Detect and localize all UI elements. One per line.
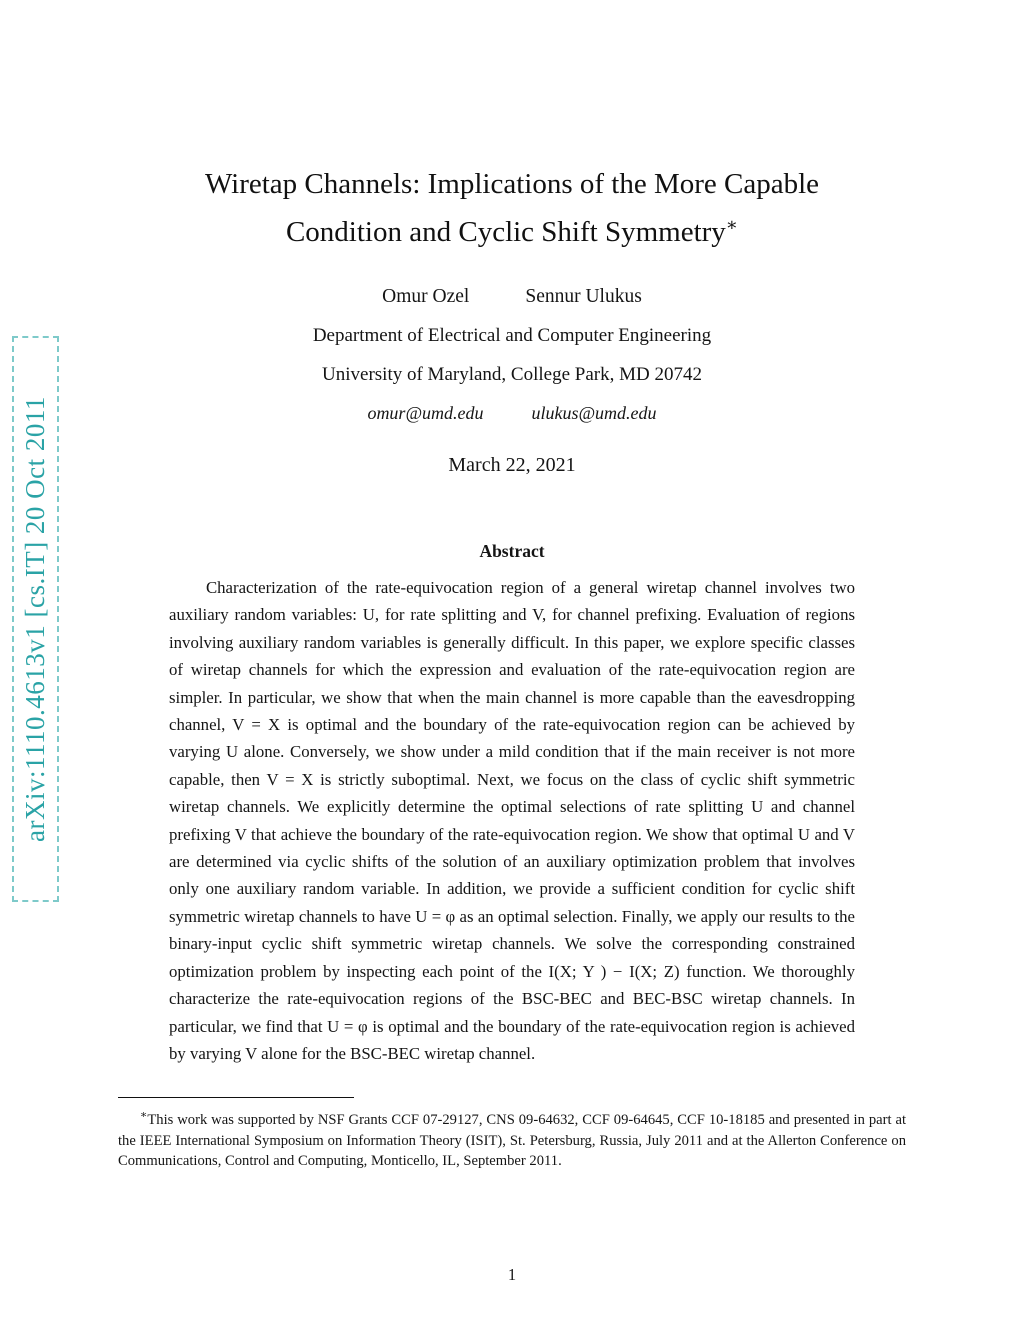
footnote-text: This work was supported by NSF Grants CCF 07-29127, CNS 09-64632, CCF 09-64645, CCF 10-18185 and presented in part at the IEEE International Symposium on Information Theory (ISIT), St. Petersburg, Russia, July 2011 and at the Allerton Conference on Communications, Control and Computing, Monticello, IL, September 2011. bbox=[118, 1112, 906, 1170]
arxiv-stamp-text: arXiv:1110.4613v1 [cs.IT] 20 Oct 2011 bbox=[20, 396, 50, 842]
author-email: ulukus@umd.edu bbox=[531, 403, 657, 423]
paper-date: March 22, 2021 bbox=[448, 454, 576, 476]
abstract-heading: Abstract bbox=[479, 541, 545, 561]
authors-row bbox=[118, 286, 906, 308]
paper-title bbox=[118, 160, 906, 256]
footnote-area bbox=[118, 1097, 906, 1171]
title-footnote-marker: ∗ bbox=[725, 214, 739, 235]
author-name: Sennur Ulukus bbox=[525, 286, 642, 307]
title-line-1: Wiretap Channels: Implications of the More Capable bbox=[204, 168, 820, 200]
author-email: omur@umd.edu bbox=[367, 403, 484, 423]
footnote-marker: ∗ bbox=[139, 1109, 148, 1122]
emails-row bbox=[118, 403, 906, 424]
arxiv-stamp bbox=[12, 336, 59, 902]
title-line-2-text: Condition and Cyclic Shift Symmetry bbox=[285, 216, 726, 248]
abstract-body: Characterization of the rate-equivocation region of a general wiretap channel involves two auxiliary random variables: U, for rate splitting and V, for channel prefixing. Evaluation of regions involving auxiliary random variables is generally difficult. In this paper, we explore specific classes of wiretap channels for which the expression and evaluation of the rate-equivocation region are simpler. In particular, we show that when the main channel is more capable than the eavesdropping channel, V = X is optimal and the boundary of the rate-equivocation region can be achieved by varying U alone. Conversely, we show under a mild condition that if the main receiver is not more capable, then V = X is strictly suboptimal. Next, we focus on the class of cyclic shift symmetric wiretap channels. We explicitly determine the optimal selections of rate splitting U and channel prefixing V that achieve the boundary of the rate-equivocation region. We show that optimal U and V are determined via cyclic shifts of the solution of an auxiliary optimization problem that involves only one auxiliary random variable. In addition, we provide a sufficient condition for cyclic shift symmetric wiretap channels to have U = φ as an optimal selection. Finally, we apply our results to the binary-input cyclic shift symmetric wiretap channels. We solve the corresponding constrained optimization problem by inspecting each point of the I(X; Y ) − I(X; Z) function. We thoroughly characterize the rate-equivocation regions of the BSC-BEC and BEC-BSC wiretap channels. In particular, we find that U = φ is optimal and the boundary of the rate-equivocation region is achieved by varying V alone for the BSC-BEC wiretap channel. bbox=[169, 578, 855, 1063]
footnote bbox=[118, 1105, 906, 1171]
affiliation-department: Department of Electrical and Computer Engineering bbox=[312, 325, 712, 346]
paper-page bbox=[118, 0, 906, 1172]
page-number: 1 bbox=[507, 1265, 517, 1284]
author-name: Omur Ozel bbox=[382, 286, 470, 307]
title-line-2 bbox=[118, 208, 906, 256]
affiliation-university: University of Maryland, College Park, MD 20742 bbox=[322, 364, 702, 385]
footnote-rule bbox=[118, 1097, 354, 1098]
